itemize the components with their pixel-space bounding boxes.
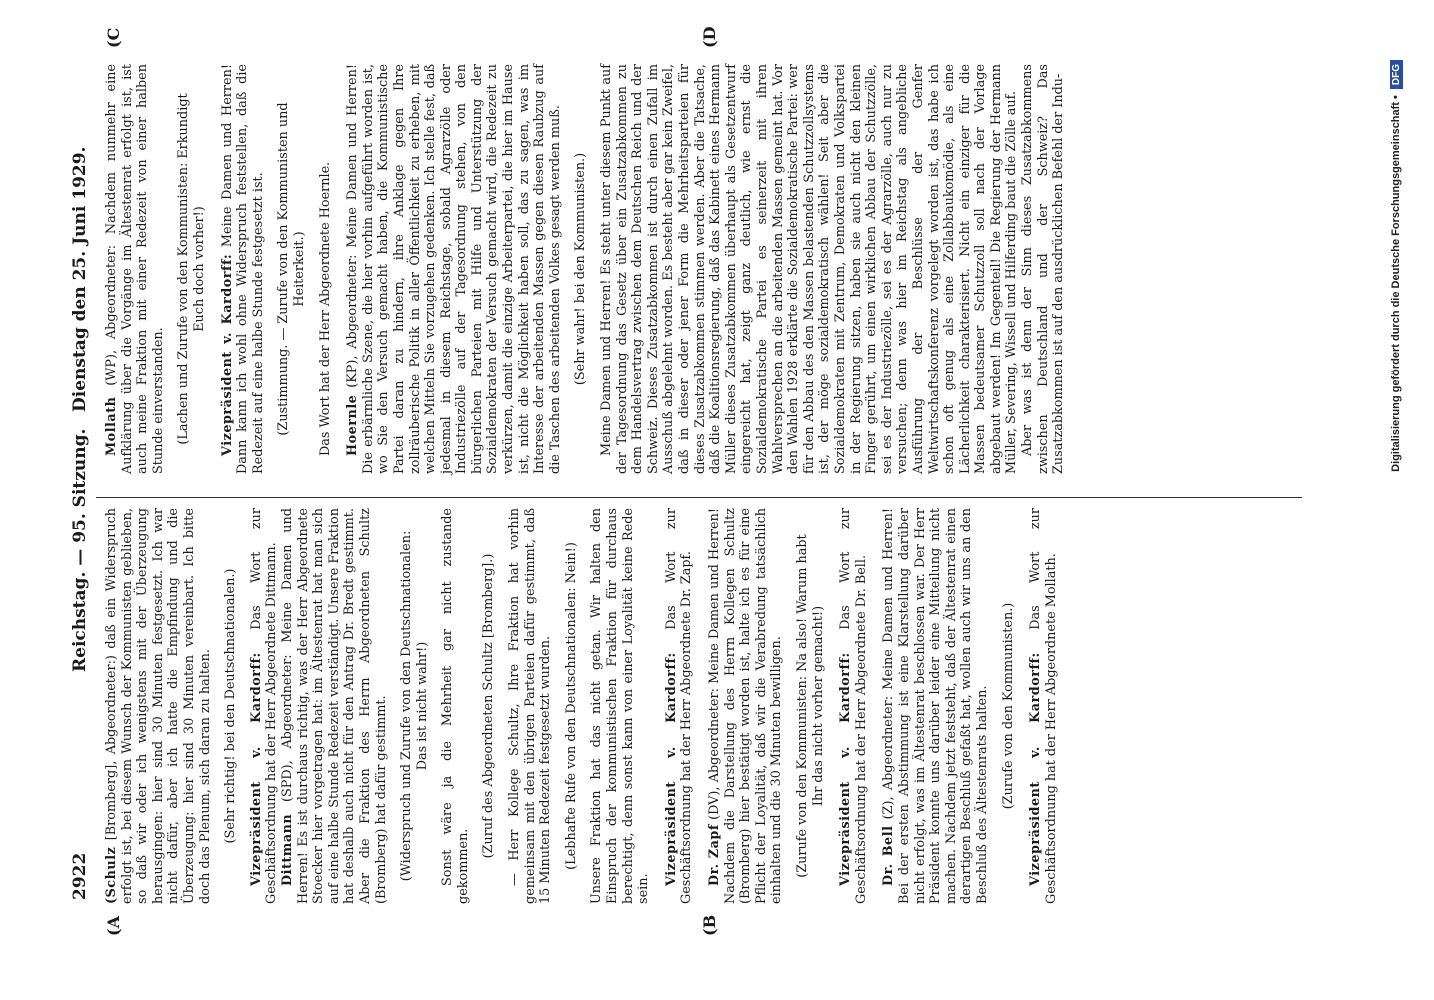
paragraph-text: Aber was ist denn der Sinn dieses Zusatzabkommens zwischen Deutschland und der Schweiz? Das Zusatzabkommen ist auf den ausdrücklichen Befehl der Indu-: [1020, 64, 1067, 474]
paragraph: [318, 64, 334, 474]
interjection: (Lachen und Zurufe von den Kommunisten: Erkundigt Euch doch vorher!): [176, 93, 207, 445]
digitization-credit: [1390, 60, 1403, 930]
paragraph-text: Das Wort zur Geschäftsordnung hat der Herr Abgeordnete Dittmann.: [248, 508, 280, 904]
paragraph: [507, 508, 554, 904]
paragraph-text: Das Wort hat der Herr Abgeordnete Hoernle.: [317, 161, 333, 456]
paragraph: [345, 64, 563, 474]
interjection: (Zustimmung. — Zurufe von den Kommunisten und Heiterkeit.): [276, 102, 307, 436]
paragraph: [599, 64, 1020, 474]
interjection: (Zuruf des Abgeordneten Schultz [Bromberg].): [481, 553, 497, 859]
page-header: [64, 100, 98, 940]
paragraph: [440, 508, 471, 904]
paragraph-text: Sonst wäre ja die Mehrheit gar nicht zustande gekommen.: [440, 508, 471, 904]
paragraph: [104, 64, 166, 474]
column-divider: [96, 497, 1302, 498]
interjection: (Sehr wahr! bei den Kommunisten.): [573, 152, 589, 386]
speaker-name: Vizepräsident v. Kardorff:: [219, 253, 235, 456]
paragraph: [707, 508, 785, 904]
interjection: (Widerspruch und Zurufe von den Deutschnationalen: Das ist nicht wahr!): [399, 530, 430, 882]
speaker-name: Mollath: [104, 396, 119, 456]
speaker-name: (Schulz: [104, 846, 119, 904]
paragraph: [249, 508, 280, 904]
interjection: (Sehr richtig! bei den Deutschnationalen.): [223, 568, 239, 844]
paragraph: [1020, 64, 1067, 474]
right-column: [104, 64, 1067, 474]
paragraph: [589, 508, 651, 904]
paragraph-text: (SPD), Abgeordneter: Meine Damen und Herren! Es ist durchaus richtig, was der Herr Abgeordnete Stoecker hier vorgetragen hat: im Ältestenrat hat man sich auf eine halbe Stunde Redezeit verständigt. Unsere Fraktion hat deshalb auch nicht für den Antrag Dr. Bredt gestimmt. Aber die Fraktion des Herrn Abgeordneten Schultz (Bromberg) hat dafür gestimmt.: [279, 508, 389, 904]
paragraph: [881, 508, 990, 904]
margin-letter-a: (A: [104, 916, 123, 936]
paragraph: [280, 508, 389, 904]
margin-letter-b: (B: [700, 914, 719, 936]
paragraph: [104, 508, 213, 904]
paragraph: [220, 64, 267, 474]
paragraph-text: (DV), Abgeordneter: Meine Damen und Herren! Nachdem die Darstellung des Herrn Kollegen Schultz (Bromberg) hier bestätigt worden ist, halte ich es für eine Pflicht der Loyalität, daß wir die Verabredung tatsächlich einhalten und die 30 Minuten bewilligen.: [707, 508, 785, 904]
paragraph-text: [Bromberg], Abgeordneter:) daß ein Widerspruch erfolgt ist, bei diesem Wunsch der Kommunisten geblieben, so daß wir oder ich wenigstens mit der Überzeugung herausgingen: hier sind 30 Minuten festgesetzt. Ich war nicht dafür, aber ich hatte die Empfindung und die Überzeugung: hier sind 30 Minuten vereinbart. Ich bitte doch das Plenum, sich daran zu halten.: [104, 508, 213, 904]
page-number: 2922: [70, 852, 90, 900]
header-session: Reichstag. — 95. Sitzung.: [70, 428, 90, 672]
interjection: (Zurufe von den Kommunisten: Na also! Warum habt Ihr das nicht vorher gemacht!): [794, 534, 826, 878]
margin-letter-c: (C: [104, 27, 123, 48]
speaker-name: Vizepräsident v. Kardorff:: [838, 652, 854, 886]
credit-text: Digitalisierung gefördert durch die Deutsche Forschungsgemeinschaft •: [1390, 95, 1402, 472]
speaker-name: Hoernle: [345, 394, 361, 456]
paragraph-text: Das Wort zur Geschäftsordnung hat der Herr Abgeordnete Mollath.: [1028, 508, 1059, 904]
paragraph-text: (WP), Abgeordneter: Nachdem nunmehr eine Aufklärung über die Vorgänge im Ältestenrat erfolgt ist, ist auch meine Fraktion mit einer Redezeit von einer halben Stunde einverstanden.: [104, 64, 166, 474]
paragraph-text: (Z), Abgeordneter: Meine Damen und Herren! Bei der ersten Abstimmung ist eine Klarstellung darüber nicht erfolgt, was im Ältestenrat beschlossen war. Der Herr Präsident konnte uns darüber leider eine Mitteilung nicht machen. Nachdem jetzt feststeht, daß der Ältestenrat einen derartigen Beschluß gefaßt hat, wollen auch wir uns an den Beschluß des Ältestenrats halten.: [881, 508, 990, 904]
interjection: (Lebhafte Rufe von den Deutschnationalen: Nein!): [563, 542, 579, 870]
paragraph: [1028, 508, 1059, 904]
speaker-name: Vizepräsident v. Kardorff:: [663, 652, 679, 886]
paragraph-text: Das Wort zur Geschäftsordnung hat der Herr Abgeordnete Dr. Bell.: [838, 508, 869, 904]
left-column: [104, 508, 1059, 904]
paragraph-text: Unsere Fraktion hat das nicht getan. Wir halten den Einspruch der kommunistischen Fraktion für durchaus berechtigt, denn sonst kann von einer Loyalität keine Rede sein.: [589, 508, 652, 904]
paragraph-text: (KP), Abgeordneter: Meine Damen und Herren! Die erbärmliche Szene, die hier vorhin aufgeführt worden ist, wo Sie den Versuch gemacht haben, die Kommunistische Partei daran zu hindern, ihre Anklage gegen Ihre zollräuberische Politik in aller Öffentlichkeit zu erheben, mit welchen Mitteln Sie vorzugehen gedenken. Ich stelle fest, daß jedesmal in diesem Reichstage, sobald Agrarzölle oder Industriezölle auf der Tagesordnung stehen, von den bürgerlichen Parteien mit Hilfe und Unterstützung der Sozialdemokraten der Versuch gemacht wird, die Redezeit zu verkürzen, damit die einzige Arbeiterpartei, die hier im Hause ist, nicht die Möglichkeit haben soll, das zu sagen, was im Interesse der arbeitenden Massen gegen diesen Raubzug auf die Taschen des arbeitenden Volkes gesagt werden muß.: [345, 64, 563, 474]
dfg-logo: DFG: [1390, 60, 1403, 89]
speaker-name: Dr. Zapf: [707, 824, 722, 886]
paragraph-text: Meine Damen und Herren! Es steht unter diesem Punkt auf der Tagesordnung das Gesetz über ein Zusatzabkommen zu dem Handelsvertrag zwischen dem Deutschen Reich und der Schweiz. Dieses Zusatzabkommen ist durch einen Zufall im Ausschuß abgelehnt worden. Es besteht aber gar kein Zweifel, daß in dieser oder jener Form die Mehrheitsparteien für dieses Zusatzabkommen stimmen werden. Aber die Tatsache, daß die Koalitionsregierung, daß das Kabinett eines Hermann Müller dieses Zusatzabkommen überhaupt als Gesetzentwurf eingereicht hat, zeigt ganz deutlich, wie ernst die Sozialdemokratische Partei es seinerzeit mit ihren Wahlversprechen an die arbeitenden Massen gemeint hat. Vor den Wahlen 1928 erklärte die Sozialdemokratische Partei: wer für den Abbau des den Massen belastenden Schutzzollsystems ist, der möge sozialdemokratisch wählen! Seit aber die Sozialdemokraten mit Zentrum, Demokraten und Volkspartei in der Regierung sitzen, haben sie auch nicht den kleinen Finger gerührt, um einen wirklichen Abbau der Schutzzölle, sei es der Industriezölle, sei es der Agrarzölle, auch nur zu versuchen; denn was hier im Reichstag als angebliche Ausführung der Beschlüsse der Genfer Weltwirtschaftskonferenz vorgelegt worden ist, das habe ich schon oft genug als eine Zollabbaukomödie, als eine Lächerlichkeit charakterisiert. Nicht ein einziger für die Massen bedeutsamer Schutzzoll soll nach der Vorlage abgebaut werden! Im Gegenteil! Die Regierung der Hermann Müller, Severing, Wissell und Hilferding baut die Zölle auf.: [599, 64, 1020, 474]
speaker-name: Dr. Bell: [881, 825, 897, 886]
paragraph: [838, 508, 869, 904]
margin-letter-d: (D: [700, 26, 719, 48]
speaker-name: Vizepräsident v. Kardorff:: [1028, 652, 1044, 886]
speaker-name: Vizepräsident v. Kardorff:: [248, 652, 264, 886]
speaker-name: Dittmann: [279, 813, 295, 886]
paragraph-text: — Herr Kollege Schultz, Ihre Fraktion hat vorhin gemeinsam mit den übrigen Parteien dafür gestimmt, daß 15 Minuten Redezeit festgesetzt wurden.: [507, 508, 554, 904]
paragraph-text: Das Wort zur Geschäftsordnung hat der Herr Abgeordnete Dr. Zapf.: [663, 508, 695, 904]
paragraph-text: Meine Damen und Herren! Dann kann ich wohl ohne Widerspruch feststellen, daß die Redezeit auf eine halbe Stunde festgesetzt ist.: [219, 64, 266, 474]
header-date: Dienstag den 25. Juni 1929.: [70, 146, 90, 412]
interjection: (Zurufe von den Kommunisten.): [1000, 602, 1016, 810]
paragraph: [664, 508, 695, 904]
